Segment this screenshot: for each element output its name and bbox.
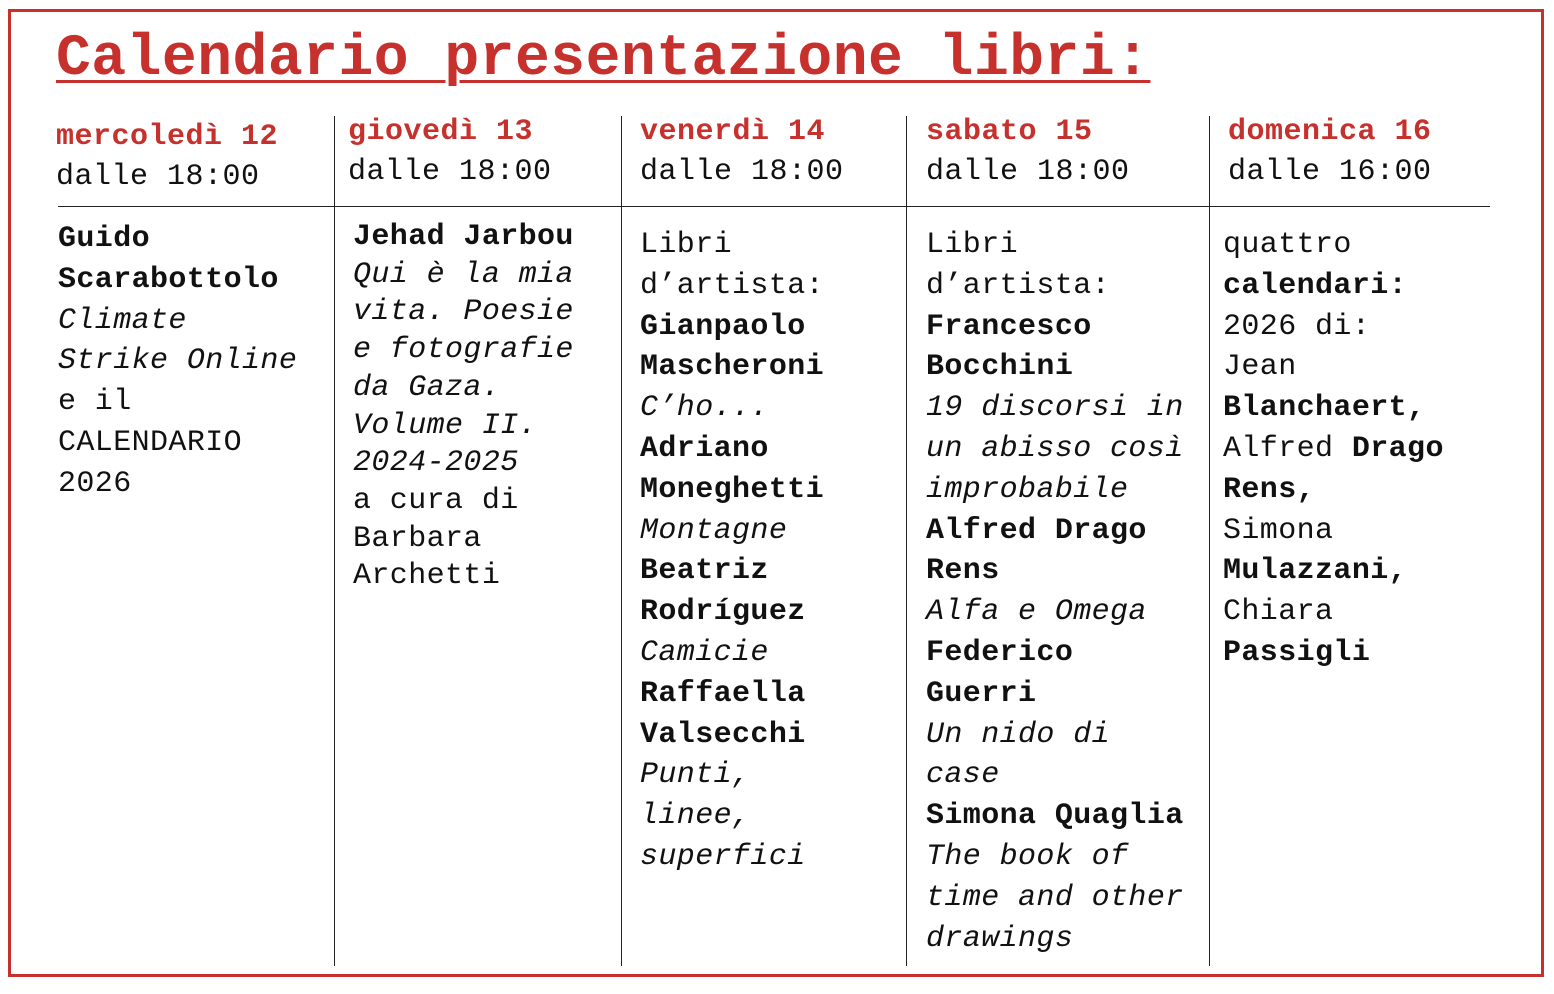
- program-line: Montagne: [640, 513, 788, 548]
- day-header-friday: [640, 112, 844, 192]
- day-label: giovedì 13: [348, 115, 534, 149]
- program-text: Drago: [1351, 431, 1444, 466]
- program-line: Guerri: [926, 676, 1037, 711]
- program-text: Blanchaert,: [1223, 391, 1426, 426]
- start-time: dalle 18:00: [640, 155, 844, 189]
- program-line: Archetti: [353, 559, 501, 594]
- day-content-friday: [640, 225, 824, 878]
- day-content-saturday: [926, 225, 1184, 959]
- program-line: [1223, 511, 1444, 552]
- program-line: Gianpaolo: [640, 309, 806, 344]
- program-line: da Gaza.: [353, 370, 501, 405]
- program-line: [1223, 307, 1444, 348]
- program-line: e il: [58, 385, 132, 420]
- program-line: un abisso così: [926, 431, 1184, 466]
- program-line: Strike Online: [58, 344, 298, 379]
- day-header-saturday: [926, 112, 1130, 192]
- program-line: improbabile: [926, 472, 1129, 507]
- program-line: Punti,: [640, 758, 751, 793]
- program-line: Adriano: [640, 431, 769, 466]
- program-text: Jean: [1223, 350, 1297, 385]
- program-line: [1223, 388, 1444, 429]
- program-line: [1223, 429, 1444, 470]
- start-time: dalle 18:00: [56, 160, 260, 194]
- program-line: Bocchini: [926, 350, 1074, 385]
- program-text: Passigli: [1223, 635, 1371, 670]
- day-content-sunday: [1223, 225, 1444, 674]
- program-line: case: [926, 758, 1000, 793]
- program-line: e fotografie: [353, 333, 574, 368]
- program-line: 2026: [58, 466, 132, 501]
- program-line: d’artista:: [640, 268, 825, 303]
- program-line: 19 discorsi in: [926, 391, 1184, 426]
- program-text: quattro: [1223, 228, 1352, 262]
- page-title: Calendario presentazione libri:: [56, 27, 1151, 92]
- column-divider: [1209, 116, 1210, 966]
- program-line: Un nido di: [926, 717, 1111, 752]
- program-line: Qui è la mia: [353, 257, 574, 292]
- program-text: 2026 di:: [1223, 309, 1371, 344]
- program-text: Alfred: [1223, 431, 1352, 466]
- program-text: calendari:: [1223, 268, 1408, 303]
- program-line: drawings: [926, 921, 1074, 956]
- start-time: dalle 18:00: [348, 155, 552, 189]
- program-line: Mascheroni: [640, 350, 825, 385]
- program-line: [1223, 470, 1444, 511]
- column-divider: [334, 116, 335, 966]
- program-text: Simona: [1223, 513, 1334, 548]
- program-line: CALENDARIO: [58, 425, 243, 460]
- day-content-wednesday: [58, 219, 297, 505]
- program-line: 2024-2025: [353, 446, 519, 481]
- program-line: Francesco: [926, 309, 1092, 344]
- day-header-thursday: [348, 112, 552, 192]
- program-line: Beatriz: [640, 554, 769, 589]
- program-line: Federico: [926, 635, 1074, 670]
- program-line: Rens: [926, 554, 1000, 589]
- day-label: sabato 15: [926, 115, 1093, 149]
- program-text: Chiara: [1223, 595, 1334, 630]
- column-divider: [906, 116, 907, 966]
- program-line: Alfred Drago: [926, 513, 1147, 548]
- header-divider: [58, 206, 1490, 207]
- program-line: Scarabottolo: [58, 262, 279, 297]
- program-line: [1223, 347, 1444, 388]
- program-line: time and other: [926, 880, 1184, 915]
- day-header-sunday: [1228, 112, 1432, 192]
- program-line: Guido: [58, 222, 151, 256]
- day-header-wednesday: [56, 117, 278, 197]
- program-line: Moneghetti: [640, 472, 825, 507]
- program-line: C’ho...: [640, 391, 769, 426]
- program-line: superfici: [640, 839, 806, 874]
- program-line: [1223, 551, 1444, 592]
- day-content-thursday: [353, 219, 574, 596]
- program-text: Mulazzani,: [1223, 554, 1408, 589]
- program-line: Climate: [58, 303, 187, 338]
- program-line: The book of: [926, 839, 1129, 874]
- program-line: [1223, 633, 1444, 674]
- start-time: dalle 16:00: [1228, 155, 1432, 189]
- program-line: Rodríguez: [640, 595, 806, 630]
- program-line: [1223, 225, 1444, 266]
- program-line: [1223, 266, 1444, 307]
- program-line: [1223, 592, 1444, 633]
- program-line: Camicie: [640, 635, 769, 670]
- program-line: Volume II.: [353, 408, 538, 443]
- day-label: domenica 16: [1228, 115, 1432, 149]
- program-line: Libri: [640, 228, 733, 262]
- program-line: Alfa e Omega: [926, 595, 1147, 630]
- program-line: Libri: [926, 228, 1019, 262]
- program-line: Barbara: [353, 521, 482, 556]
- program-line: Raffaella: [640, 676, 806, 711]
- program-line: linee,: [640, 799, 751, 834]
- start-time: dalle 18:00: [926, 155, 1130, 189]
- program-line: d’artista:: [926, 268, 1111, 303]
- day-label: mercoledì 12: [56, 120, 279, 154]
- program-line: vita. Poesie: [353, 295, 574, 330]
- program-line: Jehad Jarbou: [353, 220, 574, 254]
- program-line: Valsecchi: [640, 717, 806, 752]
- column-divider: [621, 116, 622, 966]
- day-label: venerdì 14: [640, 115, 826, 149]
- program-line: Simona Quaglia: [926, 799, 1184, 834]
- program-text: Rens,: [1223, 472, 1316, 507]
- program-line: a cura di: [353, 483, 519, 518]
